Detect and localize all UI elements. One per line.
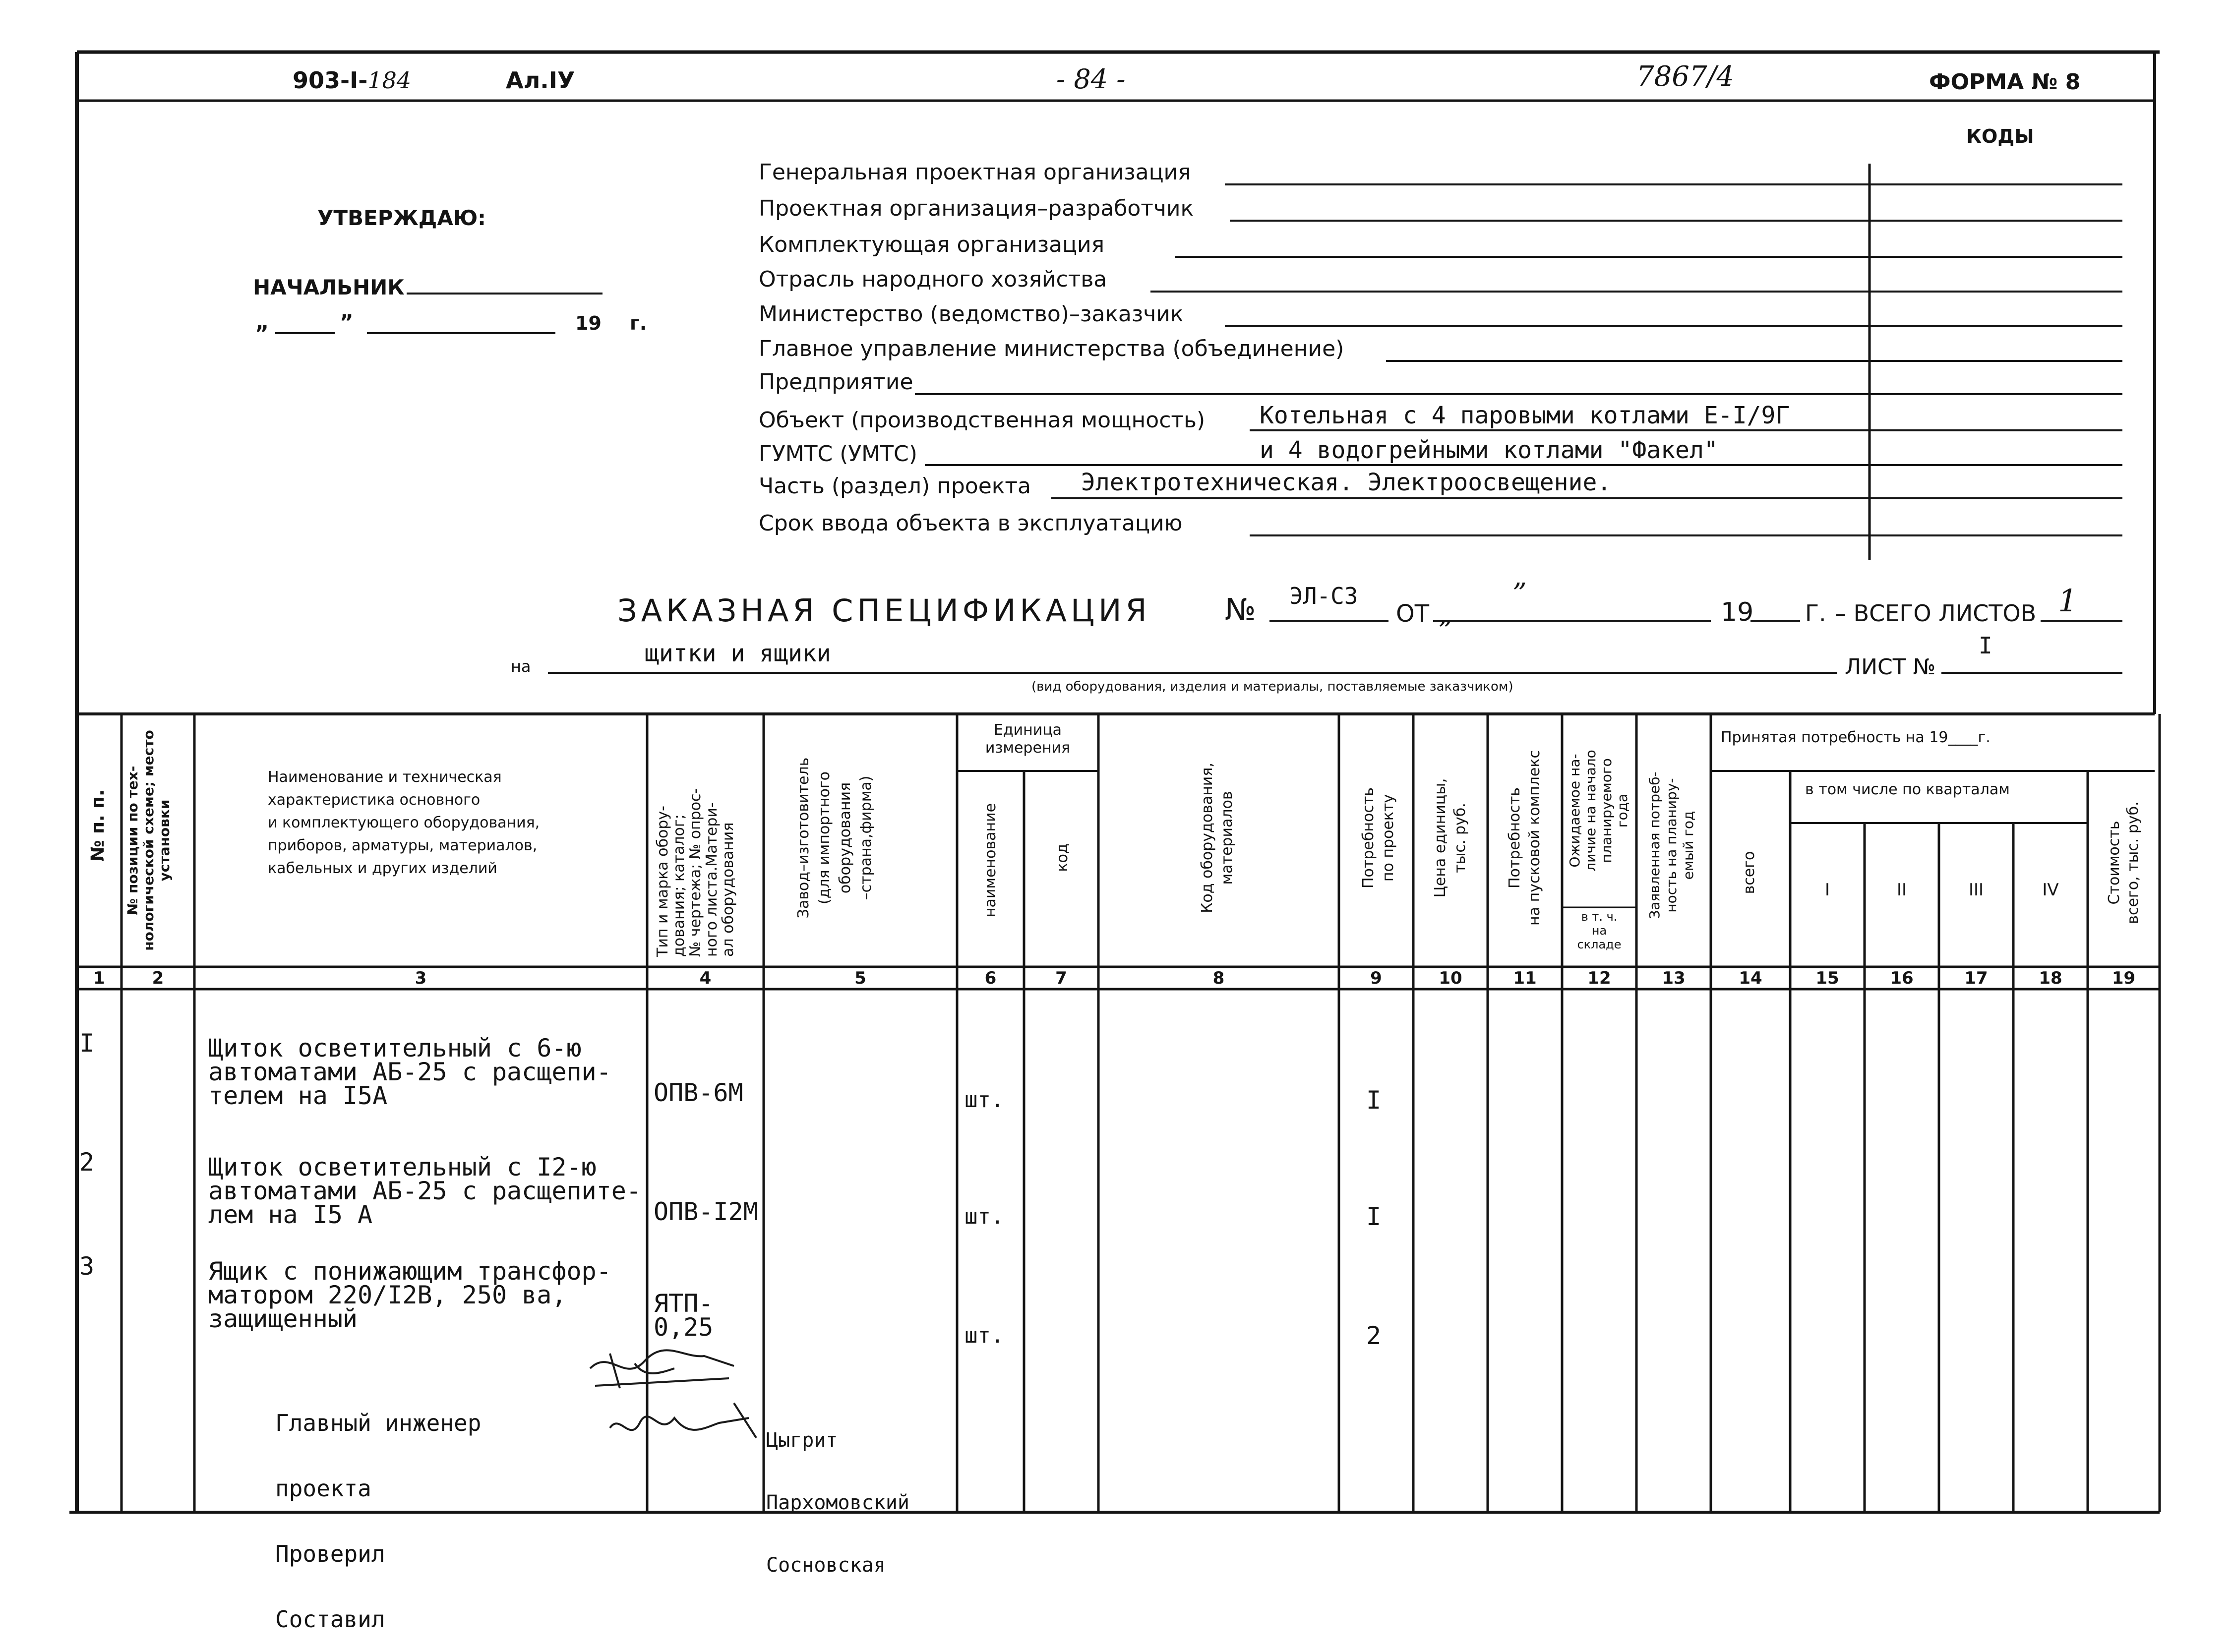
spec-caption: (вид оборудования, изделия и материалы, поставляемые заказчиком) (1031, 679, 1513, 694)
quarter-3-header: III (1968, 880, 1984, 900)
column-number: 16 (1890, 968, 1914, 988)
spec-sheet-value: I (1979, 632, 1992, 659)
col-4-header-line: № чертежа; № опрос- (687, 788, 704, 957)
date-month-line[interactable] (367, 332, 555, 334)
col-11-header-line: на пусковой комплекс (1526, 750, 1543, 926)
spec-number-line[interactable] (1269, 620, 1388, 622)
row-number: 2 (79, 1148, 95, 1177)
row-name-line: Щиток осветительный с I2-ю (208, 1153, 597, 1181)
row-number: I (79, 1029, 95, 1058)
column-number: 6 (984, 968, 997, 988)
column-number: 13 (1662, 968, 1686, 988)
col-3-header-line: Наименование и техническая (268, 768, 502, 786)
spec-sheet-label: ЛИСТ № (1845, 654, 1936, 680)
col-8-header-line: материалов (1218, 791, 1236, 885)
col-3-header-line: приборов, арматуры, материалов, (268, 837, 538, 854)
org-field-label: Комплектующая организация (759, 232, 1105, 257)
row-name-line: защищенный (208, 1304, 358, 1333)
row-unit: шт. (965, 1323, 1004, 1348)
quarter-1-header: I (1824, 880, 1830, 900)
row-type-line: ОПВ-6М (654, 1078, 743, 1107)
column-number: 4 (699, 968, 712, 988)
object-value-continued: и 4 водогрейными котлами "Факел" (1260, 436, 1718, 464)
org-field-label: Предприятие (759, 369, 913, 395)
spec-sheets-label: – ВСЕГО ЛИСТОВ (1835, 600, 2037, 627)
col-13-header-line: Заявленная потреб- (1646, 771, 1663, 919)
row-type-line: 0,25 (654, 1313, 714, 1342)
org-field-line[interactable] (925, 464, 2122, 466)
quarter-4-header: IV (2042, 880, 2059, 900)
col-4-header-line: Тип и марка обору- (654, 806, 671, 957)
col-10-header-line: тыс. руб. (1451, 803, 1469, 873)
spec-number-value: ЭЛ-СЗ (1289, 583, 1358, 609)
org-field-label: Отрасль народного хозяйства (759, 267, 1107, 292)
inventory-number: 7867/4 (1636, 60, 1735, 93)
row-name (208, 1259, 611, 1331)
org-field-line[interactable] (1250, 429, 2122, 431)
signature-name: Сосновская (766, 1554, 886, 1577)
date-open-quote: „ (255, 310, 269, 334)
row-quantity: I (1366, 1202, 1382, 1231)
spec-number-label: № (1225, 592, 1256, 627)
org-field-label: Министерство (ведомство)–заказчик (759, 301, 1184, 327)
col-19-header-line: всего, тыс. руб. (2124, 801, 2142, 924)
org-field-line[interactable] (1175, 256, 2122, 258)
col-5-header-line: оборудования (837, 782, 854, 894)
col-3-header-line: кабельных и других изделий (268, 860, 497, 877)
album-number: Ал.IУ (506, 67, 575, 94)
signature-title: проекта (275, 1475, 371, 1502)
col-13-header (1646, 729, 1697, 962)
spec-equipment-line[interactable] (548, 672, 1837, 674)
col-5-header-line: –страна,фирма) (857, 775, 875, 900)
org-field-label: Генеральная проектная организация (759, 160, 1191, 185)
org-field-label: Проектная организация–разработчик (759, 196, 1194, 221)
column-number: 12 (1587, 968, 1611, 988)
row-type (654, 1289, 714, 1342)
project-part-value: Электротехническая. Электроосвещение. (1081, 469, 1612, 496)
col-12b-header-line: в т. ч. (1581, 910, 1618, 924)
spec-date-line[interactable] (1433, 620, 1711, 622)
spec-year-line[interactable] (1750, 620, 1800, 622)
row-type-line: ОПВ-I2М (654, 1197, 758, 1226)
document-code-handwritten: 184 (367, 67, 412, 94)
col-13-header-line: ность на планиру- (1663, 778, 1680, 913)
date-year: 19 (575, 312, 602, 334)
spec-equipment-value: щитки и ящики (645, 640, 831, 667)
row-name-line: автоматами АБ-25 с расщепи- (208, 1058, 611, 1086)
row-name-line: матором 220/I2В, 250 ва, (208, 1281, 567, 1309)
chief-label: НАЧАЛЬНИК (253, 275, 405, 299)
column-number: 1 (93, 968, 105, 988)
org-field-line[interactable] (1051, 497, 2122, 499)
date-year-suffix: г. (630, 312, 647, 334)
col-8-header (1198, 719, 1237, 957)
spec-sheets-line[interactable] (2041, 620, 2122, 622)
col-12b-header (1562, 910, 1636, 951)
org-field-line[interactable] (915, 393, 2122, 395)
chief-signature-line[interactable] (407, 293, 603, 295)
col-8-header-line: Код оборудования, (1199, 763, 1216, 913)
quarters-header: в том числе по кварталам (1805, 781, 2010, 798)
org-field-line[interactable] (1150, 291, 2122, 293)
column-number: 17 (1964, 968, 1988, 988)
spec-on-label: на (511, 657, 531, 676)
col-13-header-line: емый год (1680, 811, 1696, 880)
column-number: 19 (2111, 968, 2136, 988)
row-name-line: лем на I5 А (208, 1200, 373, 1229)
row-type (654, 1078, 743, 1107)
org-field-line[interactable] (1225, 183, 2122, 185)
row-quantity: 2 (1366, 1321, 1382, 1350)
signature-titles (275, 1368, 481, 1652)
row-unit: шт. (965, 1204, 1004, 1229)
row-name-line: автоматами АБ-25 с расщепите- (208, 1177, 641, 1205)
col-6-header: наименование (982, 803, 999, 918)
row-name-line: Ящик с понижающим трансфор- (208, 1257, 611, 1286)
page-number: - 84 - (1056, 63, 1126, 95)
col-12-header (1567, 719, 1630, 902)
approve-label: УТВЕРЖДАЮ: (317, 206, 486, 230)
row-type-line: ЯТП- (654, 1289, 714, 1318)
signature-title: Составил (275, 1606, 385, 1633)
spec-year-suffix: Г. (1805, 600, 1826, 627)
col-4-header-line: ал оборудования (720, 822, 737, 957)
col-3-header-line: и комплектующего оборудования, (268, 814, 540, 831)
signature-title: Проверил (275, 1540, 385, 1567)
org-field-label: Главное управление министерства (объединение) (759, 336, 1344, 361)
org-field-line[interactable] (1386, 360, 2122, 362)
col-11-header (1505, 719, 1545, 957)
col-5-header-line: (для импортного (816, 771, 833, 904)
date-day-line[interactable] (275, 332, 335, 334)
row-name (208, 1155, 641, 1227)
signature-name: Пархомовский (766, 1491, 909, 1514)
col-12-header-line: планируемого (1598, 758, 1615, 863)
row-name (208, 1036, 611, 1108)
col-12-header-line: года (1614, 793, 1630, 828)
col-10-header (1431, 744, 1470, 932)
org-field-label: Срок ввода объекта в эксплуатацию (759, 511, 1183, 536)
spec-date-quote-2: ” (1438, 615, 1452, 647)
col-5-header (793, 719, 877, 957)
row-quantity: I (1366, 1086, 1382, 1115)
column-number: 5 (854, 968, 866, 988)
spec-sheets-value: 1 (2058, 583, 2078, 619)
col-9-header-line: по проекту (1380, 794, 1397, 882)
col-4-header-line: ного листа.Матери- (703, 802, 721, 957)
col-1-header: № п. п. (88, 789, 108, 862)
col-12-header-line: личие на начало (1582, 750, 1599, 872)
col-19-header (2105, 778, 2143, 947)
col-12-header-line: Ожидаемое на- (1567, 754, 1583, 868)
col-11-header-line: Потребность (1506, 787, 1523, 889)
col-7-header: код (1054, 843, 1071, 872)
row-unit: шт. (965, 1087, 1004, 1113)
column-number: 3 (415, 968, 427, 988)
spec-sheet-line[interactable] (1941, 672, 2122, 674)
quarter-2-header: II (1896, 880, 1907, 900)
unit-group-header: Единица измерения (985, 721, 1071, 757)
signature-title: Главный инженер (275, 1410, 482, 1436)
col-3-header-line: характеристика основного (268, 791, 481, 809)
org-field-line[interactable] (1225, 325, 2122, 327)
col-5-header-line: Завод–изготовитель (795, 757, 812, 919)
column-number: 14 (1739, 968, 1762, 988)
row-number: 3 (79, 1252, 95, 1281)
form-number: ФОРМА № 8 (1929, 69, 2081, 95)
column-number: 7 (1055, 968, 1067, 988)
col-19-header-line: Стоимость (2106, 821, 2123, 905)
col-2-header: № позиции по тех-нологической схеме; место установки (124, 730, 173, 951)
col-10-header-line: Цена единицы, (1432, 778, 1449, 898)
col-12b-header-line: складе (1577, 938, 1622, 951)
org-field-label: Часть (раздел) проекта (759, 473, 1031, 499)
column-number: 18 (2039, 968, 2062, 988)
org-field-label: Объект (производственная мощность) (759, 408, 1206, 433)
date-close-quote: ” (340, 310, 354, 334)
document-code-printed: 903-I- (293, 67, 368, 94)
codes-label: КОДЫ (1966, 125, 2034, 147)
column-number: 9 (1370, 968, 1382, 988)
col-4-header-line: дования; каталог; (670, 814, 688, 957)
col-3-header (268, 766, 540, 880)
col-14-header: всего (1741, 851, 1758, 894)
row-name-line: телем на I5А (208, 1081, 388, 1110)
spec-date-quote: ” (1512, 578, 1527, 610)
org-field-label: ГУМТС (УМТС) (759, 441, 917, 467)
document-code (293, 67, 411, 94)
col-9-header-line: Потребность (1360, 787, 1377, 889)
accepted-header: Принятая потребность на 19____г. (1721, 729, 1991, 746)
column-number: 15 (1815, 968, 1839, 988)
column-number: 10 (1439, 968, 1462, 988)
spec-year: 19 (1721, 597, 1754, 627)
row-name-line: Щиток осветительный с 6-ю (208, 1034, 582, 1062)
spec-title: ЗАКАЗНАЯ СПЕЦИФИКАЦИЯ (617, 592, 1151, 629)
signature-name: Цыгрит (766, 1429, 838, 1452)
row-type (654, 1197, 758, 1226)
col-4-header (655, 719, 736, 957)
column-number: 2 (152, 968, 164, 988)
org-field-line[interactable] (1250, 534, 2122, 536)
org-field-line[interactable] (1230, 220, 2122, 222)
col-9-header (1359, 744, 1398, 932)
column-number: 8 (1212, 968, 1225, 988)
object-value: Котельная с 4 паровыми котлами Е-I/9Г (1260, 402, 1790, 429)
col-12b-header-line: на (1591, 924, 1607, 938)
column-number: 11 (1513, 968, 1537, 988)
spec-from-label: ОТ (1396, 600, 1430, 628)
signature-names (766, 1388, 909, 1596)
